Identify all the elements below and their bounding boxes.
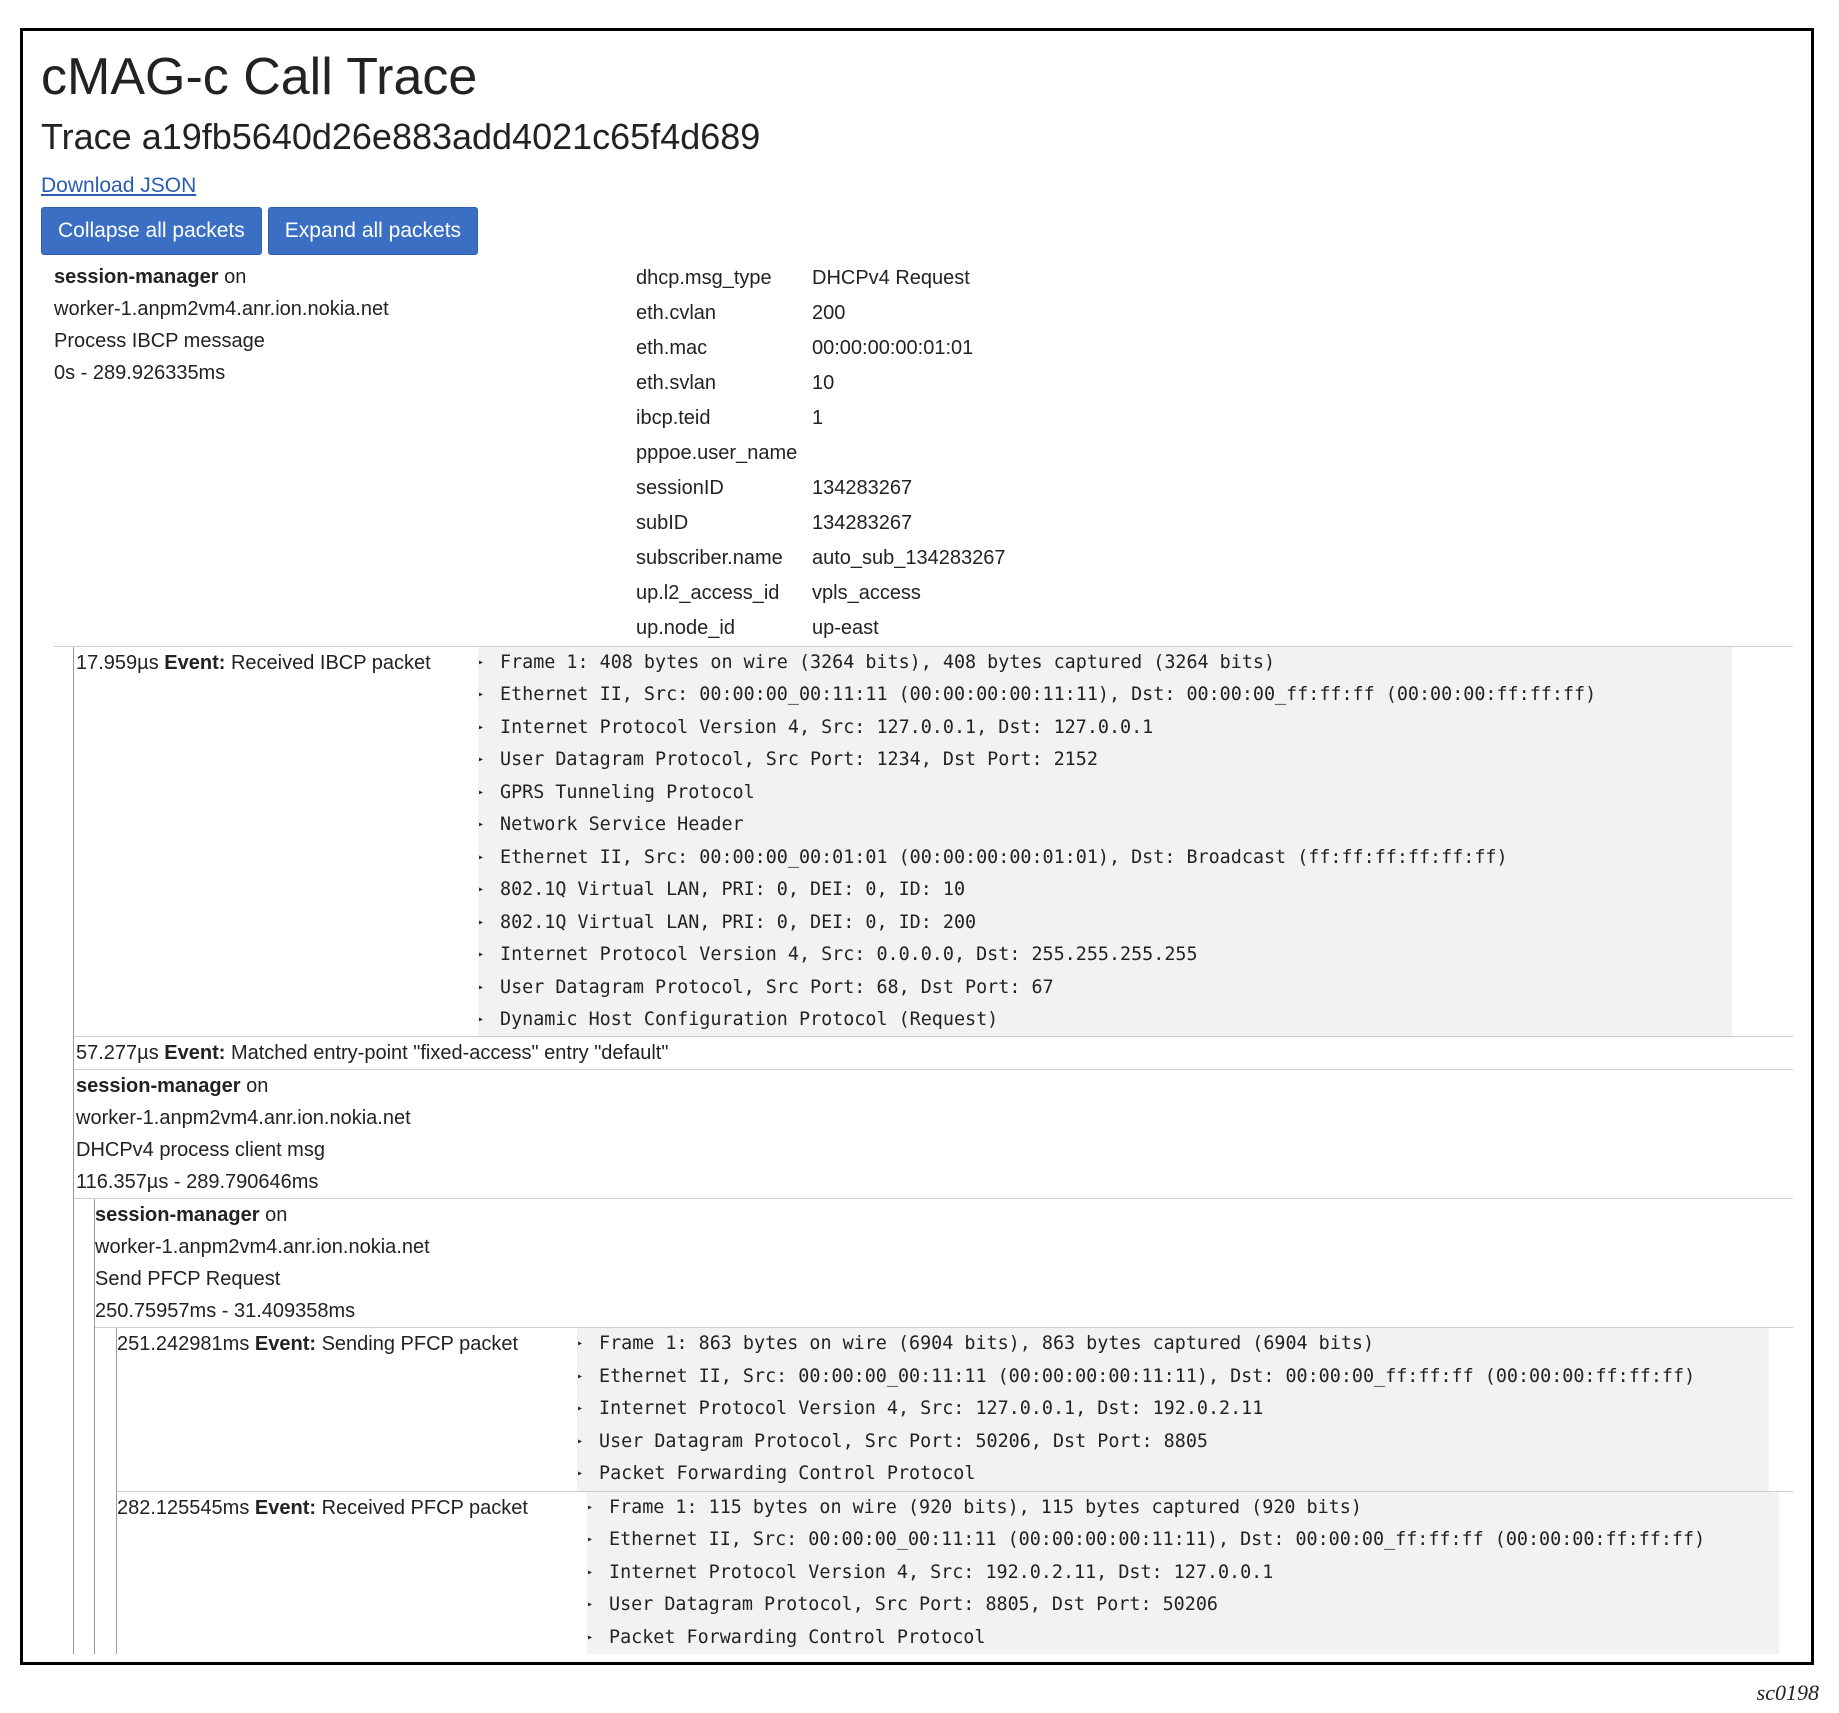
packet-summary: Internet Protocol Version 4, Src: 192.0.2.11, Dst: 127.0.0.1: [609, 1561, 1274, 1583]
expand-triangle-icon[interactable]: ▸: [478, 916, 485, 928]
root-span: [54, 261, 1793, 647]
event-received-ibcp: [74, 647, 1793, 1037]
on-label: on: [224, 266, 247, 288]
event-time: 57.277µs: [76, 1042, 159, 1065]
packet-summary: GPRS Tunneling Protocol: [500, 781, 755, 803]
packet-summary: Dynamic Host Configuration Protocol (Request): [500, 1009, 999, 1031]
packet-summary: Packet Forwarding Control Protocol: [609, 1626, 986, 1648]
trace-content: [41, 43, 1793, 1654]
packet-summary: 802.1Q Virtual LAN, PRI: 0, DEI: 0, ID: 200: [500, 911, 977, 933]
event-text: Received IBCP packet: [230, 652, 431, 674]
expand-triangle-icon[interactable]: ▸: [478, 657, 485, 668]
packet-list: [577, 1328, 1769, 1490]
span-operation: Send PFCP Request: [95, 1268, 281, 1291]
root-span-host: worker-1.anpm2vm4.anr.ion.nokia.net: [54, 298, 389, 320]
tag-value: vpls_access: [812, 582, 921, 604]
root-span-children: [73, 647, 1793, 1654]
packet-summary: Ethernet II, Src: 00:00:00_00:11:11 (00:00:00:00:11:11), Dst: 00:00:00_ff:ff:ff (00:00:00:ff:ff:ff): [599, 1366, 1696, 1388]
root-span-operation: Process IBCP message: [54, 330, 265, 352]
span-host: worker-1.anpm2vm4.anr.ion.nokia.net: [76, 1107, 411, 1130]
span-timing: 250.75957ms - 31.409358ms: [95, 1300, 356, 1323]
packet-row[interactable]: [478, 744, 1732, 776]
tag-key: sessionID: [636, 477, 724, 499]
event-label: [117, 1328, 577, 1490]
tag-key: dhcp.msg_type: [636, 267, 772, 289]
packet-row[interactable]: [478, 972, 1732, 1004]
packet-row[interactable]: [587, 1589, 1779, 1621]
tag-value: up-east: [812, 617, 879, 639]
packet-row[interactable]: [577, 1328, 1769, 1360]
packet-summary: Packet Forwarding Control Protocol: [599, 1463, 976, 1485]
packet-row[interactable]: [478, 939, 1732, 971]
expand-triangle-icon[interactable]: ▸: [587, 1566, 594, 1578]
expand-triangle-icon[interactable]: ▸: [587, 1534, 594, 1546]
span-service: session-manager: [76, 1075, 241, 1098]
packet-summary: Internet Protocol Version 4, Src: 0.0.0.0, Dst: 255.255.255.255: [500, 944, 1198, 966]
packet-row[interactable]: [587, 1622, 1779, 1654]
tag-key: eth.mac: [636, 337, 708, 359]
expand-triangle-icon[interactable]: ▸: [478, 754, 485, 766]
event-text: Sending PFCP packet: [321, 1333, 518, 1356]
span-service: session-manager: [95, 1204, 260, 1227]
expand-triangle-icon[interactable]: ▸: [577, 1468, 584, 1480]
event-label: [74, 1037, 686, 1069]
packet-summary: Frame 1: 115 bytes on wire (920 bits), 115 bytes captured (920 bits): [609, 1496, 1362, 1518]
event-label: [117, 1492, 587, 1654]
event-received-pfcp: [117, 1492, 1793, 1654]
packet-row[interactable]: [478, 874, 1732, 906]
tag-key: subID: [636, 512, 689, 534]
packet-list: [587, 1492, 1779, 1654]
event-time: 17.959µs: [76, 652, 159, 674]
event-label: [74, 647, 478, 1036]
packet-row[interactable]: [478, 647, 1732, 679]
expand-triangle-icon[interactable]: ▸: [478, 851, 485, 863]
tag-value: 00:00:00:00:01:01: [812, 337, 974, 359]
expand-triangle-icon[interactable]: ▸: [478, 721, 485, 733]
expand-triangle-icon[interactable]: ▸: [587, 1599, 594, 1611]
packet-list: [478, 647, 1732, 1036]
root-span-timing: 0s - 289.926335ms: [54, 362, 226, 384]
tag-value: 1: [812, 407, 824, 429]
packet-row[interactable]: [577, 1426, 1769, 1458]
packet-summary: 802.1Q Virtual LAN, PRI: 0, DEI: 0, ID: 10: [500, 879, 966, 901]
expand-triangle-icon[interactable]: ▸: [478, 689, 485, 701]
packet-row[interactable]: [587, 1524, 1779, 1556]
packet-row[interactable]: [587, 1492, 1779, 1524]
span-send-pfcp-children: [116, 1328, 1793, 1654]
tag-value: 134283267: [812, 512, 913, 534]
span-send-pfcp: [95, 1199, 1793, 1328]
root-span-service: session-manager: [54, 266, 219, 288]
packet-row[interactable]: [577, 1361, 1769, 1393]
trace-title: Trace a19fb5640d26e883add4021c65f4d689: [41, 116, 761, 157]
expand-all-button[interactable]: Expand all packets: [268, 207, 478, 255]
span-timing: 116.357µs - 289.790646ms: [76, 1171, 319, 1194]
expand-triangle-icon[interactable]: ▸: [587, 1501, 594, 1513]
expand-triangle-icon[interactable]: ▸: [478, 786, 485, 798]
tag-value: auto_sub_134283267: [812, 547, 1006, 569]
packet-row[interactable]: [478, 712, 1732, 744]
packet-row[interactable]: [577, 1393, 1769, 1425]
packet-row[interactable]: [478, 1004, 1732, 1036]
packet-row[interactable]: [478, 777, 1732, 809]
packet-summary: Internet Protocol Version 4, Src: 127.0.0.1, Dst: 127.0.0.1: [500, 717, 1154, 739]
expand-triangle-icon[interactable]: ▸: [478, 819, 485, 831]
packet-summary: Internet Protocol Version 4, Src: 127.0.0.1, Dst: 192.0.2.11: [599, 1398, 1264, 1420]
packet-row[interactable]: [577, 1458, 1769, 1490]
packet-row[interactable]: [587, 1557, 1779, 1589]
span-info: [95, 1199, 430, 1327]
tag-value: 10: [812, 372, 835, 394]
event-word: Event:: [254, 1496, 317, 1519]
expand-triangle-icon[interactable]: ▸: [577, 1370, 584, 1382]
collapse-all-button[interactable]: Collapse all packets: [41, 207, 262, 255]
tag-value: DHCPv4 Request: [812, 267, 970, 289]
expand-triangle-icon[interactable]: ▸: [478, 884, 485, 896]
packet-row[interactable]: [478, 809, 1732, 841]
trace-frame: [20, 28, 1814, 1665]
tag-key: up.node_id: [636, 617, 735, 639]
packet-summary: Ethernet II, Src: 00:00:00_00:01:01 (00:00:00:00:01:01), Dst: Broadcast (ff:ff:ff:ff:ff:ff): [500, 846, 1508, 868]
event-word: Event:: [164, 652, 226, 674]
root-span-tags: [636, 261, 1006, 646]
expand-triangle-icon[interactable]: ▸: [478, 1013, 485, 1025]
tag-key: subscriber.name: [636, 547, 783, 569]
tag-value: 134283267: [812, 477, 913, 499]
tag-value: [812, 436, 1006, 471]
packet-row[interactable]: [478, 842, 1732, 874]
tag-key: ibcp.teid: [636, 407, 711, 429]
download-json-link[interactable]: Download JSON: [41, 174, 197, 197]
packet-summary: Frame 1: 408 bytes on wire (3264 bits), 408 bytes captured (3264 bits): [500, 652, 1276, 674]
on-label: on: [246, 1075, 269, 1098]
figure-id: sc0198: [1756, 1680, 1819, 1705]
on-label: on: [265, 1204, 288, 1227]
event-text: Received PFCP packet: [321, 1496, 528, 1519]
packet-summary: User Datagram Protocol, Src Port: 50206, Dst Port: 8805: [599, 1430, 1208, 1452]
expand-triangle-icon[interactable]: ▸: [478, 949, 485, 961]
event-matched-entry-point: [74, 1037, 1793, 1070]
tag-key: eth.cvlan: [636, 302, 717, 324]
tag-key: pppoe.user_name: [636, 442, 798, 464]
event-word: Event:: [164, 1042, 226, 1065]
packet-row[interactable]: [478, 679, 1732, 711]
tag-value: 200: [812, 302, 846, 324]
packet-summary: Ethernet II, Src: 00:00:00_00:11:11 (00:00:00:00:11:11), Dst: 00:00:00_ff:ff:ff (00:00:00:ff:ff:ff): [609, 1529, 1706, 1551]
page-title: cMAG-c Call Trace: [41, 48, 478, 106]
expand-triangle-icon[interactable]: ▸: [587, 1631, 594, 1643]
event-word: Event:: [254, 1333, 317, 1356]
span-host: worker-1.anpm2vm4.anr.ion.nokia.net: [95, 1236, 430, 1259]
packet-summary: User Datagram Protocol, Src Port: 1234, Dst Port: 2152: [500, 749, 1098, 771]
span-dhcp-process: [74, 1070, 1793, 1199]
packet-row[interactable]: [478, 907, 1732, 939]
tag-key: eth.svlan: [636, 372, 717, 394]
toolbar: [41, 207, 1793, 255]
packet-summary: Frame 1: 863 bytes on wire (6904 bits), 863 bytes captured (6904 bits): [599, 1333, 1375, 1355]
span-info: [76, 1070, 411, 1198]
packet-summary: User Datagram Protocol, Src Port: 8805, Dst Port: 50206: [609, 1594, 1218, 1616]
expand-triangle-icon[interactable]: ▸: [478, 981, 485, 993]
packet-summary: Network Service Header: [500, 814, 744, 836]
event-text: Matched entry-point "fixed-access" entry "default": [230, 1042, 669, 1065]
expand-triangle-icon[interactable]: ▸: [577, 1403, 584, 1415]
span-operation: DHCPv4 process client msg: [76, 1139, 325, 1162]
event-time: 251.242981ms: [117, 1333, 250, 1356]
span-dhcp-children: [94, 1199, 1793, 1654]
event-sending-pfcp: [117, 1328, 1793, 1491]
event-time: 282.125545ms: [117, 1496, 250, 1519]
root-span-info: [54, 261, 636, 646]
tag-key: up.l2_access_id: [636, 582, 780, 604]
expand-triangle-icon[interactable]: ▸: [577, 1435, 584, 1447]
packet-summary: Ethernet II, Src: 00:00:00_00:11:11 (00:00:00:00:11:11), Dst: 00:00:00_ff:ff:ff (00:00:00:ff:ff:ff): [500, 684, 1597, 706]
packet-summary: User Datagram Protocol, Src Port: 68, Dst Port: 67: [500, 976, 1054, 998]
expand-triangle-icon[interactable]: ▸: [577, 1338, 584, 1350]
